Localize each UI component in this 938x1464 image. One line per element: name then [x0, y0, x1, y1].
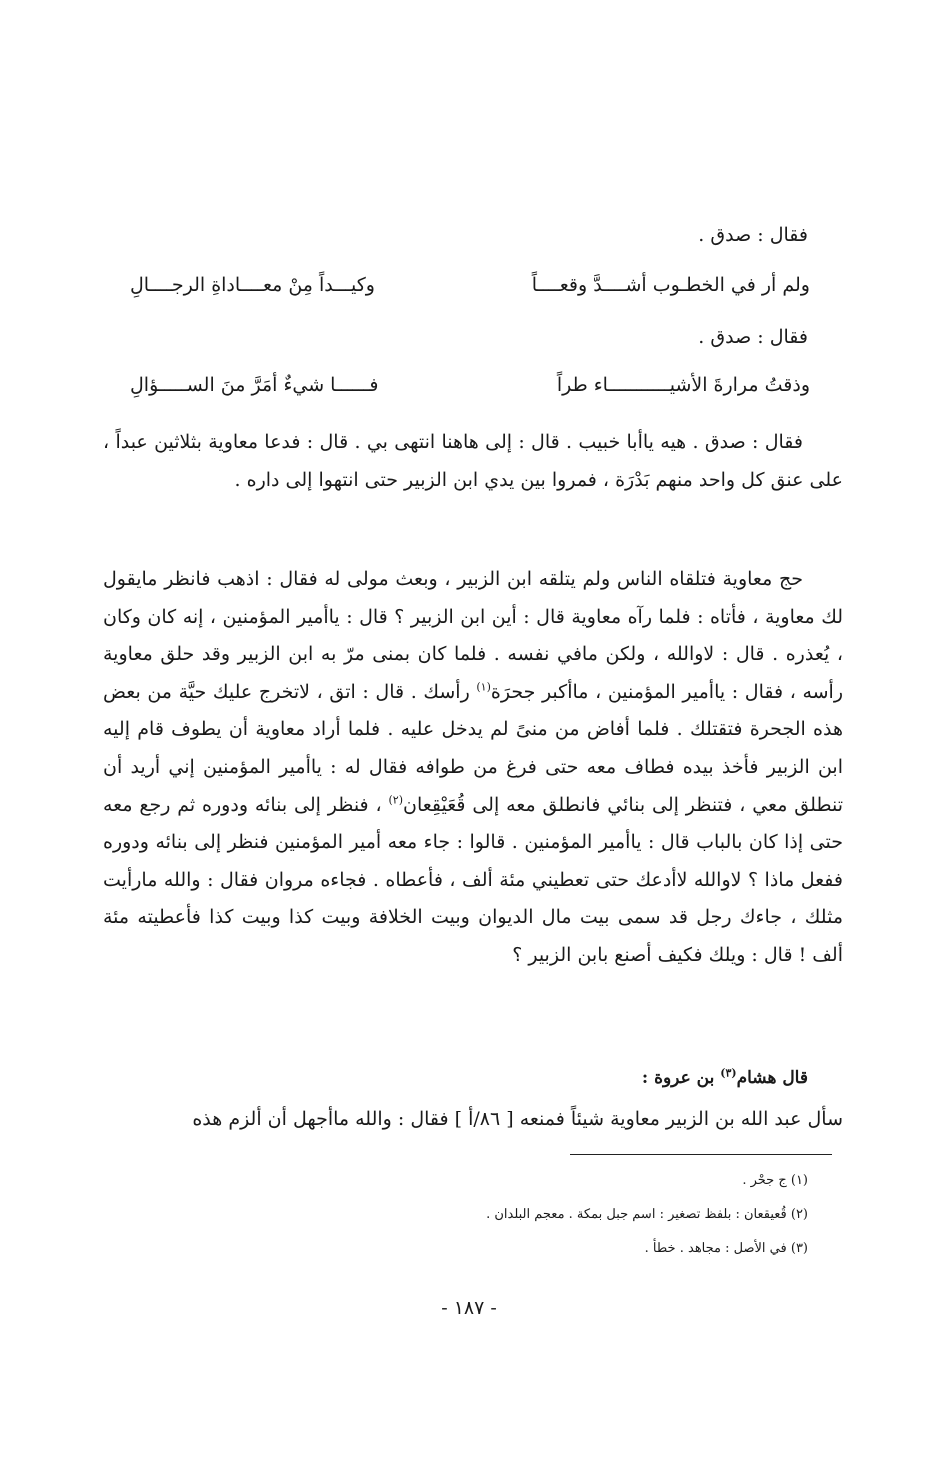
- verse-line-1: [130, 268, 810, 302]
- hisham-heading-part-b: بن عروة :: [641, 1068, 721, 1088]
- main-paragraph-part-c: ، فنظر إلى بنائه ودوره ثم رجع معه حتى إذا كان بالباب قال : ياأمير المؤمنين . قالوا : جاء معه أمير المؤمنين فنظر إلى بنائه ودوره ففعل ماذا ؟ لاوالله لاأدعك حتى تعطيني مئة ألف ، فأعطاه . فجاءه مروان فقال : والله مارأيت مثلك ، جاءك رجل قد سمى بيت مال الديوان وبيت الخلافة وبيت كذا وبيت كذا فأعطيته مئة ألف ! قال : ويلك فكيف أصنع بابن الزبير ؟: [103, 793, 843, 966]
- footnote-separator: [570, 1154, 832, 1155]
- footnote-2: (٢) قُعيقعان : بلفظ تصغير : اسم جبل بمكة . معجم البلدان .: [486, 1207, 808, 1222]
- footnote-3: (٣) في الأصل : مجاهد . خطأ .: [644, 1241, 808, 1256]
- hisham-heading-part-a: قال هشام: [736, 1068, 808, 1088]
- qala-line-2: فقال : صدق .: [698, 326, 808, 348]
- verse-2-second-hemistich: فــــــا شيءٌ أمَرَّ منَ الســـــؤالِ: [130, 374, 379, 396]
- verse-1-first-hemistich: ولم أر في الخطـوب أشــــدَّ وقعــــاً: [531, 274, 810, 296]
- verse-line-2: [130, 368, 810, 402]
- main-paragraph-part-b: رأسك . قال : اتق ، لاتخرج عليك حيَّة من بعض هذه الجحرة فتقتلك . فلما أفاض من منىً لم يدخل عليه . فلما أراد معاوية أن يطوف قام إليه ابن الزبير فأخذ بيده فطاف معه حتى فرغ من طوافه فقال له : ياأمير المؤمنين إني أريد أن تنطلق معي ، فتنظر إلى بنائي فانطلق معه إلى قُعَيْقِعان: [103, 680, 843, 816]
- footnote-ref-2: (٢): [388, 793, 403, 807]
- footnote-1: (١) ج جحْر .: [742, 1173, 808, 1188]
- hisham-heading: [642, 1064, 808, 1092]
- main-paragraph: [103, 561, 843, 975]
- page-number: - ١٨٧ -: [441, 1297, 497, 1319]
- qala-line-1: فقال : صدق .: [698, 224, 808, 246]
- verse-1-second-hemistich: وكيـــداً مِنْ معــــاداةِ الرجــــالِ: [130, 274, 375, 296]
- footnote-ref-1: (١): [476, 680, 491, 694]
- footnote-ref-3: (٣): [720, 1066, 737, 1080]
- verse-2-first-hemistich: وذقتُ مرارةَ الأشيـــــــــــاء طراً: [556, 374, 810, 396]
- hisham-text: سأل عبد الله بن الزبير معاوية شيئاً فمنعه [ ٨٦/أ ] فقال : والله ماأجهل أن ألزم هذه: [192, 1108, 843, 1130]
- closing-paragraph: فقال : صدق . هيه ياأبا خبيب . قال : إلى هاهنا انتهى بي . قال : فدعا معاوية بثلاثين عبداً ، على عنق كل واحد منهم بَدْرَة ، فمروا بين يدي ابن الزبير حتى انتهوا إلى داره .: [103, 431, 843, 491]
- main-paragraph-part-a: حج معاوية فتلقاه الناس ولم يتلقه ابن الزبير ، وبعث مولى له فقال : اذهب فانظر مايقول لك معاوية ، فأتاه : فلما رآه معاوية قال : أين ابن الزبير ؟ قال : ياأمير المؤمنين ، إنه كان وكان ، يُعذره . قال : لاوالله ، ولكن مافي نفسه . فلما كان بمنى مرّ به ابن الزبير وقد حلق معاوية رأسه ، فقال : ياأمير المؤمنين ، ماأكبر جحرَة: [103, 568, 844, 703]
